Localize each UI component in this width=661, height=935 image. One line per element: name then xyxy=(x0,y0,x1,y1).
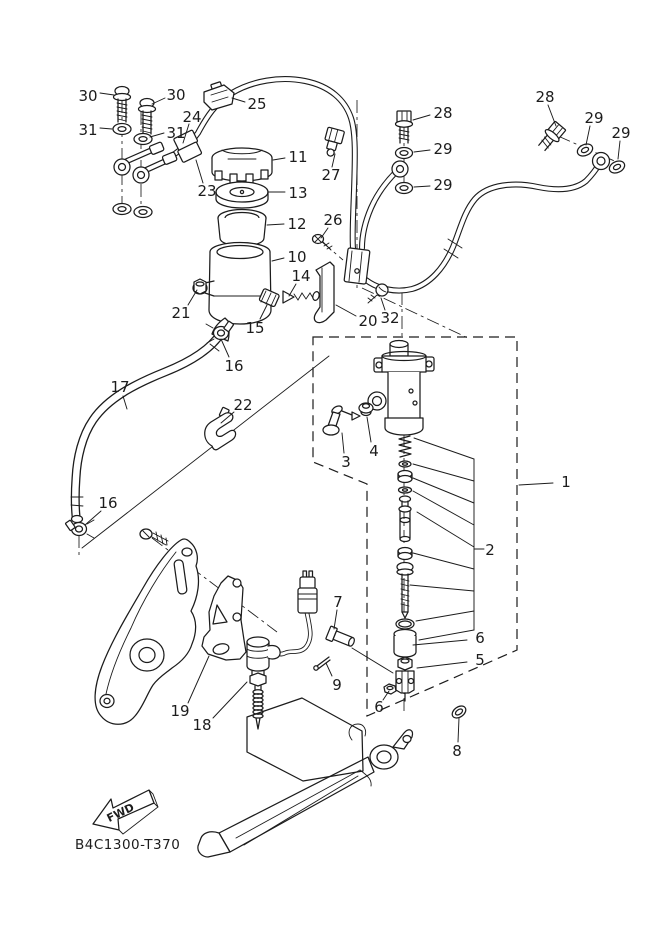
elbow-joint-3 xyxy=(323,404,360,435)
brake-pedal xyxy=(198,724,413,857)
drawing-code: B4C1300-T370 xyxy=(75,837,181,853)
locknut-6a xyxy=(398,657,412,670)
callout-30-a: 30 xyxy=(78,87,98,105)
banjo-bolt-30a xyxy=(114,87,131,123)
callout-11: 11 xyxy=(288,148,308,166)
callout-9: 9 xyxy=(332,676,342,694)
clevis-pin-7 xyxy=(326,626,357,649)
reservoir-hose xyxy=(71,333,221,523)
callout-4: 4 xyxy=(369,442,379,460)
callout-29-a: 29 xyxy=(433,140,453,158)
hose-eye-right xyxy=(593,153,610,170)
push-rod xyxy=(397,563,413,619)
callout-10: 10 xyxy=(287,248,307,266)
union-bolt-28b xyxy=(535,120,567,153)
callout-32: 32 xyxy=(380,309,400,327)
callout-16-upper: 16 xyxy=(224,357,244,375)
callout-31-a: 31 xyxy=(78,121,98,139)
boot xyxy=(394,630,416,658)
connector-14 xyxy=(283,291,320,303)
callout-27: 27 xyxy=(321,166,341,184)
diaphragm-12 xyxy=(218,210,266,247)
callout-21: 21 xyxy=(171,304,191,322)
callout-5: 5 xyxy=(475,651,485,669)
hose-clamp-25 xyxy=(204,82,234,110)
piston-kit-2 xyxy=(394,436,416,657)
callout-16-lower: 16 xyxy=(98,494,118,512)
callout-28-b: 28 xyxy=(535,88,555,106)
callout-17: 17 xyxy=(110,378,130,396)
callout-20: 20 xyxy=(358,312,378,330)
callout-29-b: 29 xyxy=(433,176,453,194)
callout-29-c: 29 xyxy=(584,109,604,127)
rear-caliper-hose xyxy=(366,163,600,291)
callout-6-lower: 6 xyxy=(374,698,384,716)
cotter-pin-9 xyxy=(314,657,330,670)
hose-joint-block xyxy=(344,248,370,284)
callout-31-b: 31 xyxy=(166,124,186,142)
switch-connector xyxy=(298,571,317,613)
sensor-27 xyxy=(321,127,345,158)
callout-1: 1 xyxy=(561,473,571,491)
footrest-bracket xyxy=(95,529,198,724)
callout-29-d: 29 xyxy=(611,124,631,142)
callout-22: 22 xyxy=(233,396,253,414)
callout-28-a: 28 xyxy=(433,104,453,122)
callout-14: 14 xyxy=(291,267,311,285)
return-spring xyxy=(399,436,411,457)
locknut-6b xyxy=(384,684,396,694)
hose-clamp-16-lower xyxy=(65,520,94,538)
callout-24: 24 xyxy=(182,108,202,126)
fwd-arrow xyxy=(93,790,158,834)
grommet-4 xyxy=(359,403,373,416)
callout-25: 25 xyxy=(247,95,267,113)
callout-8: 8 xyxy=(452,742,462,760)
hose-eye-upper xyxy=(392,161,408,177)
bolt-32 xyxy=(368,284,388,303)
piston xyxy=(399,496,411,542)
reservoir-cap-11 xyxy=(212,148,272,183)
washer-29d xyxy=(607,159,626,176)
callout-7: 7 xyxy=(333,593,343,611)
callout-30-b: 30 xyxy=(166,86,186,104)
callout-6-upper: 6 xyxy=(475,629,485,647)
master-cylinder-assembly xyxy=(323,341,434,702)
kit-fan-lines xyxy=(410,438,484,640)
callout-19: 19 xyxy=(170,702,190,720)
upper-joint-hose xyxy=(362,172,396,248)
callout-2: 2 xyxy=(485,541,495,559)
callout-12: 12 xyxy=(287,215,307,233)
callout-13: 13 xyxy=(288,184,308,202)
washer-29b xyxy=(396,183,413,194)
callout-23: 23 xyxy=(197,182,217,200)
washer-29c xyxy=(575,142,594,159)
hose-clamp-22 xyxy=(205,407,236,450)
switch-bracket-19 xyxy=(202,576,246,660)
callout-18: 18 xyxy=(192,716,212,734)
master-cylinder-body xyxy=(368,341,434,436)
fwd-label: FWD xyxy=(104,800,137,826)
callout-26: 26 xyxy=(323,211,343,229)
footrest-bracket-bolt xyxy=(140,529,168,545)
diaphragm-holder-13 xyxy=(216,182,268,208)
double-banjo-fitting xyxy=(114,142,177,183)
washer-29a xyxy=(396,148,413,159)
callout-3: 3 xyxy=(341,453,351,471)
callout-15: 15 xyxy=(245,319,265,337)
